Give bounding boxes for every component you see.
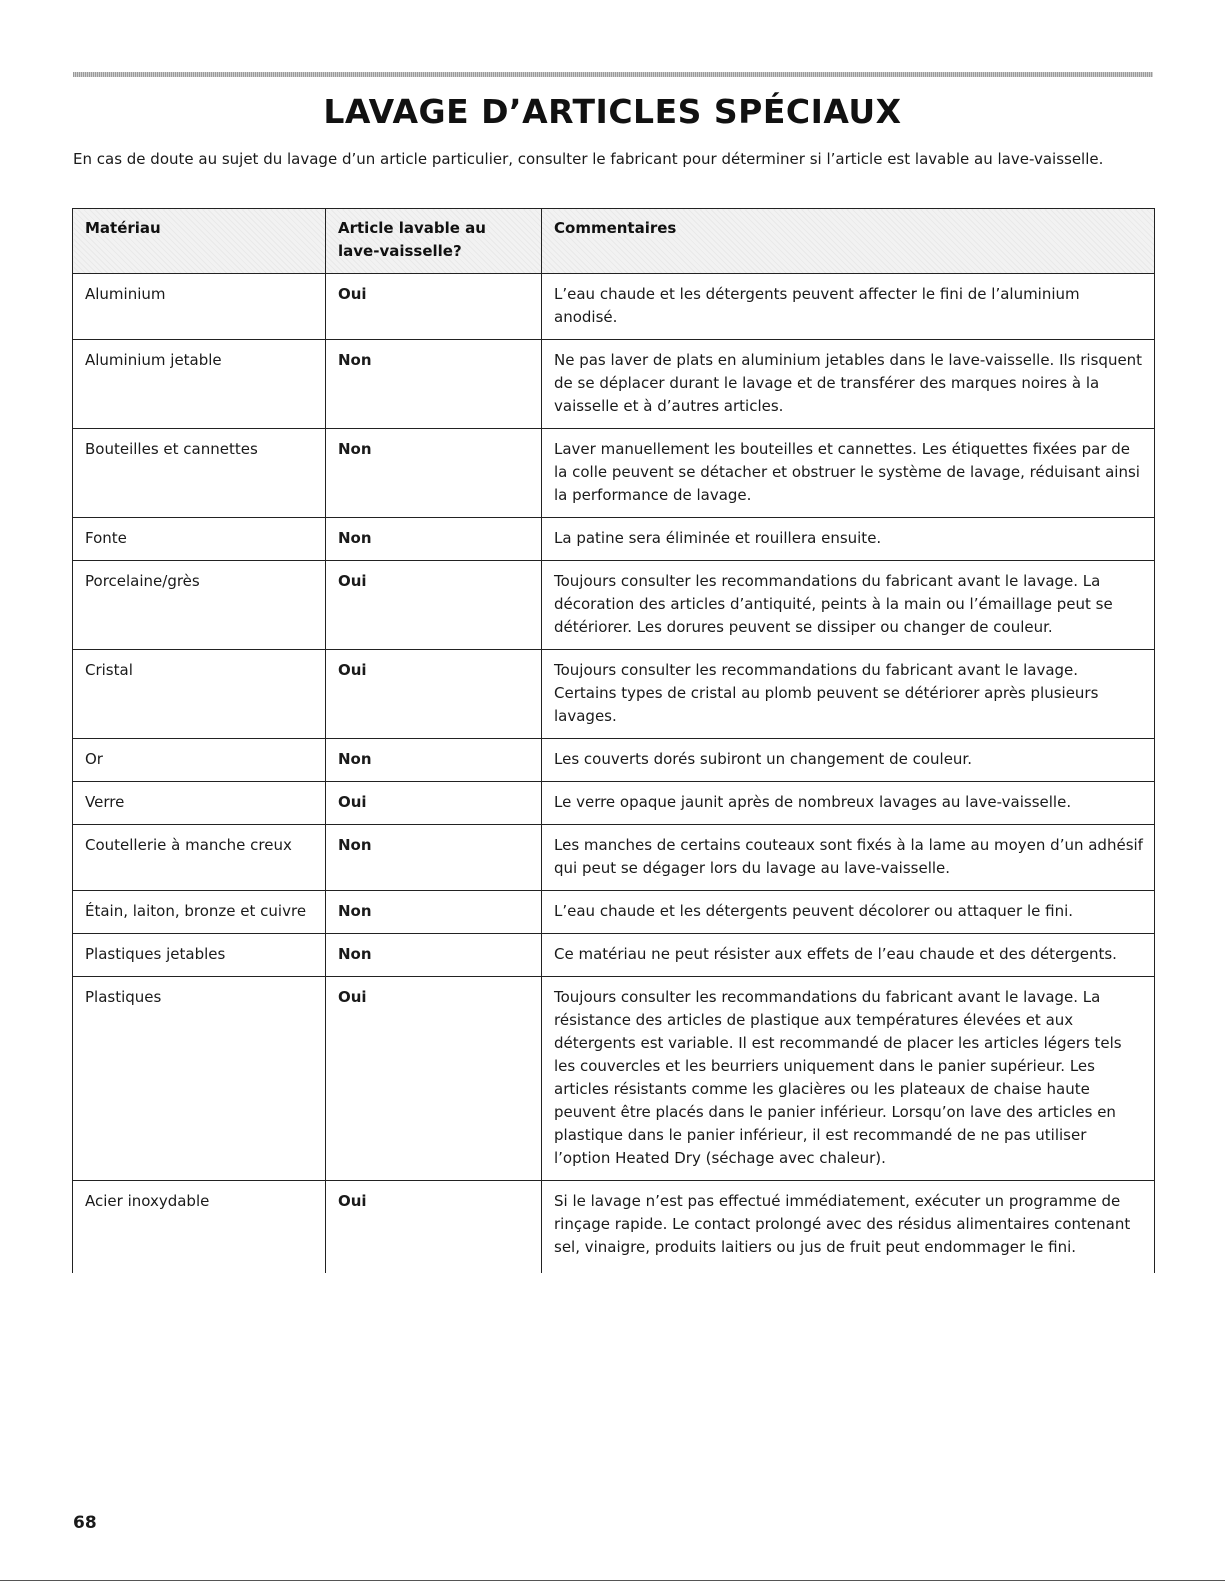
table-row (73, 782, 1155, 825)
cell-comment: La patine sera éliminée et rouillera ensuite. (542, 518, 1155, 561)
cell-washable: Non (326, 891, 542, 934)
top-rule (73, 72, 1153, 77)
table-row (73, 561, 1155, 650)
cell-washable: Non (326, 340, 542, 429)
table-row (73, 977, 1155, 1181)
cell-material: Étain, laiton, bronze et cuivre (73, 891, 326, 934)
table-row (73, 825, 1155, 891)
special-items-table (72, 208, 1155, 1273)
cell-washable: Oui (326, 782, 542, 825)
cell-material: Coutellerie à manche creux (73, 825, 326, 891)
table-row (73, 518, 1155, 561)
cell-material: Or (73, 739, 326, 782)
header-washable: Article lavable au lave-vaisselle? (326, 209, 542, 274)
table-row (73, 1181, 1155, 1274)
intro-paragraph: En cas de doute au sujet du lavage d’un article particulier, consulter le fabricant pour déterminer si l’article est lavable au lave-vaisselle. (73, 150, 1104, 168)
cell-comment: Laver manuellement les bouteilles et cannettes. Les étiquettes fixées par de la colle peuvent se détacher et obstruer le système de lavage, réduisant ainsi la performance de lavage. (542, 429, 1155, 518)
cell-material: Plastiques (73, 977, 326, 1181)
cell-material: Fonte (73, 518, 326, 561)
cell-washable: Non (326, 429, 542, 518)
cell-comment: Ce matériau ne peut résister aux effets de l’eau chaude et des détergents. (542, 934, 1155, 977)
table-row (73, 739, 1155, 782)
cell-material: Aluminium jetable (73, 340, 326, 429)
cell-material: Verre (73, 782, 326, 825)
cell-washable: Oui (326, 561, 542, 650)
cell-washable: Oui (326, 1181, 542, 1274)
table-row (73, 650, 1155, 739)
cell-material: Aluminium (73, 274, 326, 340)
cell-comment: Les couverts dorés subiront un changement de couleur. (542, 739, 1155, 782)
cell-comment: L’eau chaude et les détergents peuvent affecter le fini de l’aluminium anodisé. (542, 274, 1155, 340)
table-row (73, 274, 1155, 340)
header-comments: Commentaires (542, 209, 1155, 274)
cell-washable: Non (326, 518, 542, 561)
cell-washable: Non (326, 739, 542, 782)
table-header-row (73, 209, 1155, 274)
cell-material: Acier inoxydable (73, 1181, 326, 1274)
cell-material: Cristal (73, 650, 326, 739)
cell-washable: Non (326, 934, 542, 977)
cell-comment: Ne pas laver de plats en aluminium jetables dans le lave-vaisselle. Ils risquent de se déplacer durant le lavage et de transférer des marques noires à la vaisselle et à d’autres articles. (542, 340, 1155, 429)
header-material: Matériau (73, 209, 326, 274)
cell-comment: Toujours consulter les recommandations du fabricant avant le lavage. La décoration des articles d’antiquité, peints à la main ou l’émaillage peut se détériorer. Les dorures peuvent se dissiper ou changer de couleur. (542, 561, 1155, 650)
cell-comment: Le verre opaque jaunit après de nombreux lavages au lave-vaisselle. (542, 782, 1155, 825)
cell-washable: Non (326, 825, 542, 891)
cell-material: Bouteilles et cannettes (73, 429, 326, 518)
cell-washable: Oui (326, 650, 542, 739)
cell-comment: Les manches de certains couteaux sont fixés à la lame au moyen d’un adhésif qui peut se dégager lors du lavage au lave-vaisselle. (542, 825, 1155, 891)
cell-washable: Oui (326, 274, 542, 340)
cell-comment: Toujours consulter les recommandations du fabricant avant le lavage. Certains types de cristal au plomb peuvent se détériorer après plusieurs lavages. (542, 650, 1155, 739)
special-items-table-wrapper (72, 208, 1154, 1273)
table-row (73, 891, 1155, 934)
table-row (73, 429, 1155, 518)
cell-comment: Si le lavage n’est pas effectué immédiatement, exécuter un programme de rinçage rapide. Le contact prolongé avec des résidus alimentaires contenant sel, vinaigre, produits laitiers ou jus de fruit peut endommager le fini. (542, 1181, 1155, 1274)
cell-material: Plastiques jetables (73, 934, 326, 977)
page-number: 68 (73, 1513, 97, 1533)
cell-comment: L’eau chaude et les détergents peuvent décolorer ou attaquer le fini. (542, 891, 1155, 934)
page-title: LAVAGE D’ARTICLES SPÉCIAUX (323, 92, 902, 131)
cell-comment: Toujours consulter les recommandations du fabricant avant le lavage. La résistance des articles de plastique aux températures élevées et aux détergents est variable. Il est recommandé de placer les articles légers tels les couvercles et les beurriers uniquement dans le panier supérieur. Les articles résistants comme les glacières ou les plateaux de chaise haute peuvent être placés dans le panier inférieur. Lorsqu’on lave des articles en plastique dans le panier inférieur, il est recommandé de ne pas utiliser l’option Heated Dry (séchage avec chaleur). (542, 977, 1155, 1181)
table-row (73, 934, 1155, 977)
cell-material: Porcelaine/grès (73, 561, 326, 650)
bottom-rule (0, 1580, 1225, 1581)
table-row (73, 340, 1155, 429)
cell-washable: Oui (326, 977, 542, 1181)
